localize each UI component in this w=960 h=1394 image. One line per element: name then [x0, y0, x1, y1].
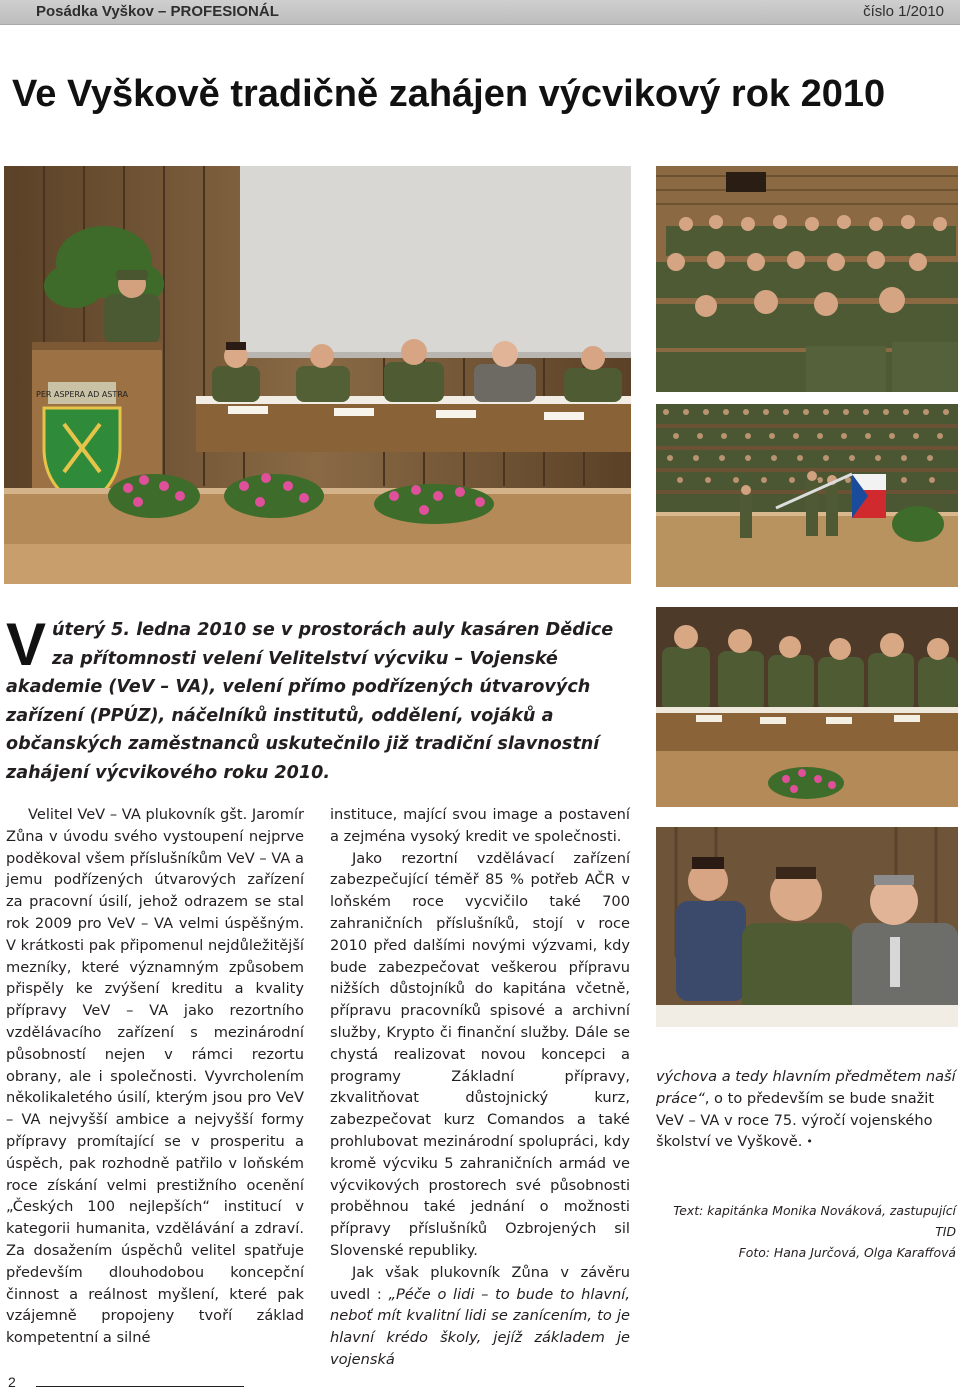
photo-portrait-officers	[656, 827, 958, 1027]
photo-auditorium-graphic	[656, 404, 958, 587]
photo-presidium-row	[656, 607, 958, 807]
photo-auditorium-overview	[656, 404, 958, 587]
col2-p3-quote: „Péče o lidi – to bude to hlavní, neboť mít kvalitní lidi se zanícením, to je hlavní krédo školy, jejíž základem je vojenská	[330, 1285, 630, 1368]
col1-paragraph: Velitel VeV – VA plukovník gšt. Jaromír Zůna v úvodu svého vystoupení nejprve poděkoval všem příslušníkům VeV – VA a jemu podřízených útvarových zařízení za pracovní úsilí, jehož odrazem se stal rok 2009 pro VeV – VA velmi úspěšným. V krátkosti pak připomenul nejdůležitější mezníky, které významným způsobem přispěly ke zvýšení kreditu a kvality přípravy VeV – VA jako rezortního vzdělávacího zařízení s mezinárodní působností nejen v rámci rezortu obrany, ale i společnosti. Vyvrcholením několikaletého úsilí, kterým jsou pro VeV – VA nejvyšší ambice a nejvyšší formy přípravy promítající se v prosperitu a úspěch, pak rozhodně patřilo v loňském roce získání velmi prestižního ocenění „Českých 100 nejlepších“ institucí v kategorii humanita, vzdělávání a zdraví. Za dosažením úspěchů velitel spatřuje především dlouhodobou koncepční činnost a reálnost myšlení, které pak vzájemně propojeny tvoří základ kompetentní a silné	[6, 806, 304, 1347]
article-lead	[6, 611, 638, 788]
col3-paragraph	[656, 1066, 958, 1153]
photo-stage-graphic	[4, 166, 631, 584]
header-bar	[0, 0, 960, 25]
photo-stage-presidium	[4, 166, 631, 584]
article-credits	[656, 1200, 956, 1263]
col2-paragraph-1: instituce, mající svou image a postavení a zejména vysoký kredit ve společnosti.	[330, 806, 630, 845]
end-mark: •	[806, 1135, 813, 1149]
photo-audience-seated	[656, 166, 958, 392]
page-number: 2	[8, 1374, 16, 1390]
stage-banner-text: PER ASPERA AD ASTRA	[36, 390, 128, 399]
lead-dropcap: V	[6, 611, 47, 678]
body-column-2	[330, 804, 630, 1371]
body-column-3	[656, 1066, 958, 1153]
body-column-1	[6, 804, 304, 1349]
photo-audience-graphic	[656, 166, 958, 392]
col2-paragraph-2: Jako rezortní vzdělávací zařízení zabezpečující téměř 85 % potřeb AČR v loňském roce vycvičilo také 700 zahraničních příslušníků, stojí v roce 2010 před dalšími novými výzvami, kdy bude zabezpečovat veškerou přípravu nižších důstojníků do kapitána včetně, přípravu pracovníků spisové a archivní služby, Krypto či finanční služby. Dále se chystá realizovat novou koncepci a programy Základní přípravy, zkvalitňovat důstojnický kurz, zabezpečovat kurz Comandos a také prohlubovat mezinárodní spolupráci, kdy kromě výcviku 5 zahraničních armád ve výcvikových prostorech své působnosti proběhnou také jednání o možnosti přípravy příslušníků Ozbrojených sil Slovenské republiky.	[330, 849, 630, 1259]
issue-number: číslo 1/2010	[863, 3, 944, 20]
col2-p3-normal: Jak však plukovník Zůna v závěru uvedl :	[330, 1263, 630, 1303]
col2-paragraph-3	[330, 1262, 630, 1371]
article-headline: Ve Vyškově tradičně zahájen výcvikový rok 2010	[12, 73, 886, 115]
col3-quote-end: výchova a tedy hlavním předmětem naší práce“	[656, 1068, 956, 1107]
magazine-title: Posádka Vyškov – PROFESIONÁL	[36, 3, 279, 20]
col3-text: , o to především se bude snažit VeV – VA v roce 75. výročí vojenského školství ve Vyškově.	[656, 1089, 935, 1151]
photo-presidium-graphic	[656, 607, 958, 807]
photo-credit: Foto: Hana Jurčová, Olga Karaffová	[738, 1245, 956, 1260]
text-credit: Text: kapitánka Monika Nováková, zastupující TID	[673, 1203, 956, 1239]
footer-rule	[36, 1386, 244, 1387]
photo-portrait-graphic	[656, 827, 958, 1027]
lead-text: úterý 5. ledna 2010 se v prostorách auly kasáren Dědice za přítomnosti velení Velitelství výcviku – Vojenské akademie (VeV – VA), velení přímo podřízených útvarových zařízení (PPÚZ), náčelníků institutů, oddělení, vojáků a občanských zaměstnanců uskutečnilo již tradiční slavnostní zahájení výcvikového roku 2010.	[6, 620, 614, 783]
